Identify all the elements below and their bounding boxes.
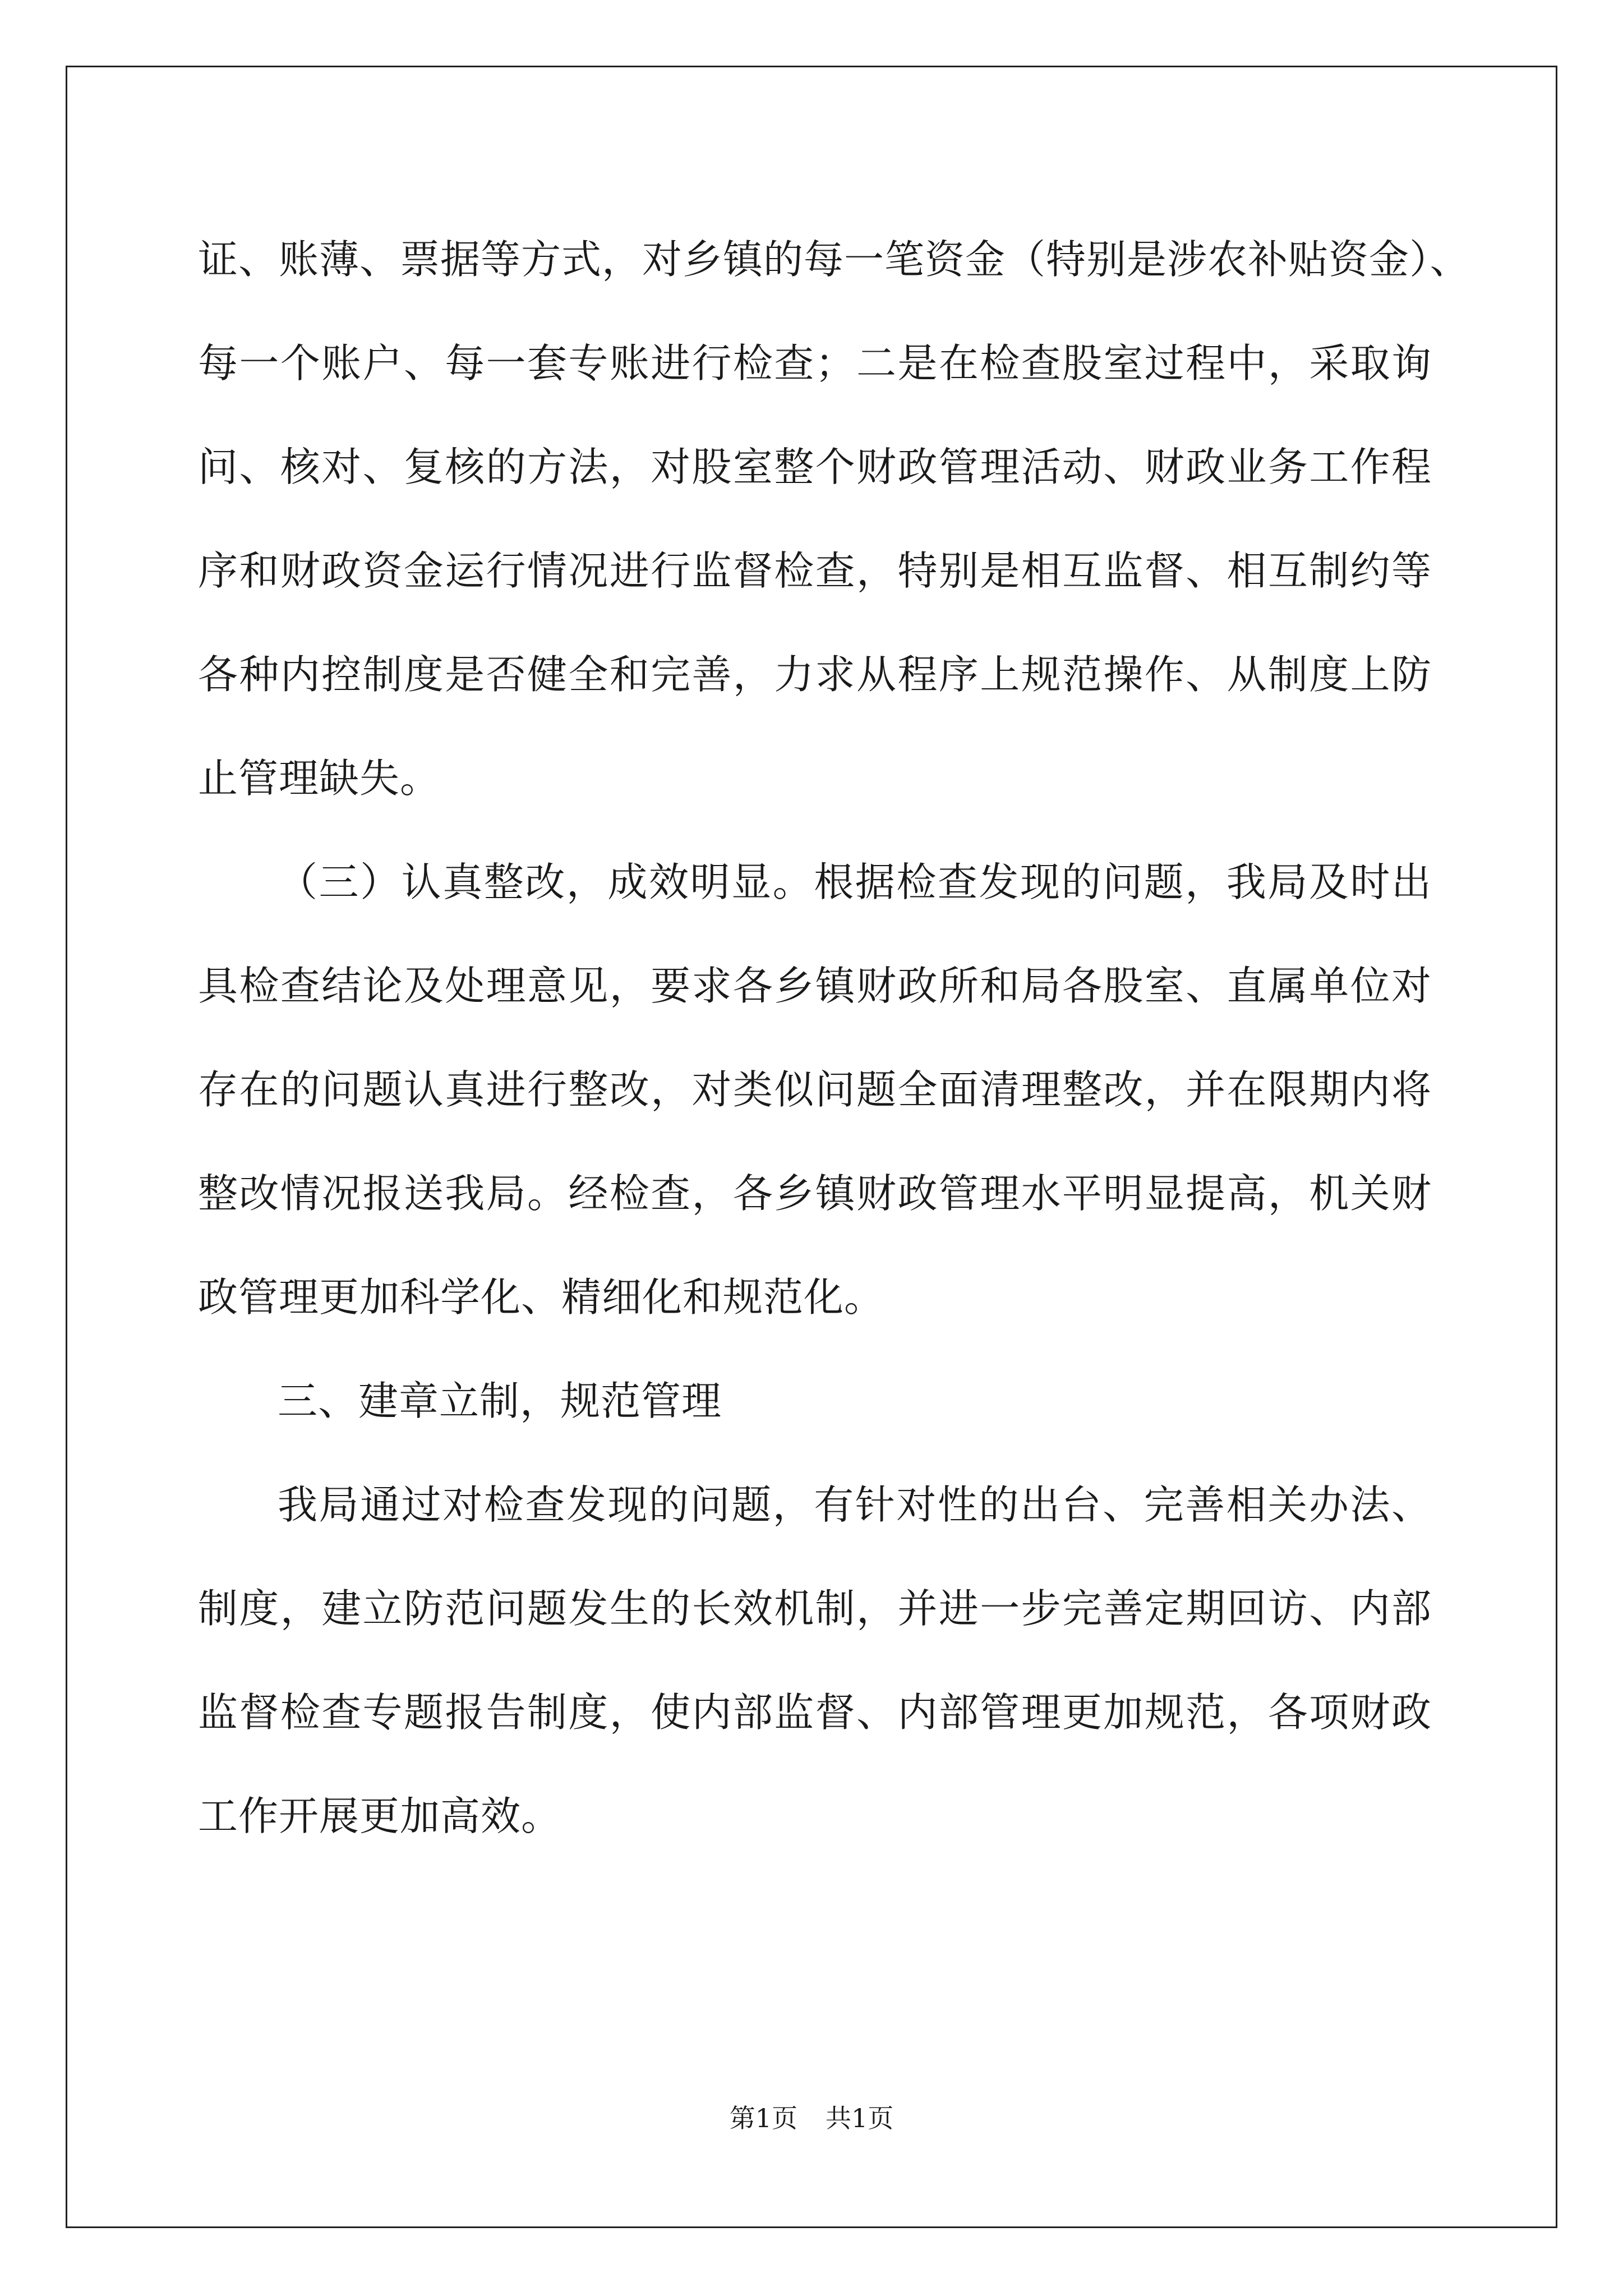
page-footer <box>0 2098 1623 2135</box>
paragraph-1 <box>198 208 1470 830</box>
page-number-current: 第1页 <box>729 2103 797 2133</box>
paragraph-line: 监督检查专题报告制度，使内部监督、内部管理更加规范，各项财政 <box>198 1689 1432 1736</box>
paragraph-line: 各种内控制度是否健全和完善，力求从程序上规范操作、从制度上防 <box>198 651 1432 698</box>
section-heading-text: 三、建章立制，规范管理 <box>278 1378 722 1424</box>
paragraph-line: 问、核对、复核的方法，对股室整个财政管理活动、财政业务工作程 <box>198 444 1432 490</box>
paragraph-line: 制度，建立防范问题发生的长效机制，并进一步完善定期回访、内部 <box>198 1585 1432 1632</box>
paragraph-line: 每一个账户、每一套专账进行检查；二是在检查股室过程中，采取询 <box>198 340 1432 386</box>
paragraph-line: 整改情况报送我局。经检查，各乡镇财政管理水平明显提高，机关财 <box>198 1170 1432 1217</box>
paragraph-line: 序和财政资金运行情况进行监督检查，特别是相互监督、相互制约等 <box>198 547 1432 594</box>
page-number-total: 共1页 <box>826 2103 894 2133</box>
section-heading <box>198 1349 1432 1453</box>
paragraph-line: （三）认真整改，成效明显。根据检查发现的问题，我局及时出 <box>278 859 1432 905</box>
paragraph-2 <box>198 830 1432 1349</box>
paragraph-4 <box>198 1453 1432 1868</box>
paragraph-line: 具检查结论及处理意见，要求各乡镇财政所和局各股室、直属单位对 <box>198 963 1432 1009</box>
paragraph-line: 政管理更加科学化、精细化和规范化。 <box>198 1274 885 1320</box>
paragraph-line: 我局通过对检查发现的问题，有针对性的出台、完善相关办法、 <box>278 1481 1432 1528</box>
paragraph-line: 工作开展更加高效。 <box>198 1793 562 1839</box>
paragraph-line: 证、账薄、票据等方式，对乡镇的每一笔资金（特别是涉农补贴资金）、 <box>198 236 1470 283</box>
paragraph-line: 存在的问题认真进行整改，对类似问题全面清理整改，并在限期内将 <box>198 1066 1432 1113</box>
document-body <box>198 208 1470 1868</box>
paragraph-line: 止管理缺失。 <box>198 755 441 802</box>
